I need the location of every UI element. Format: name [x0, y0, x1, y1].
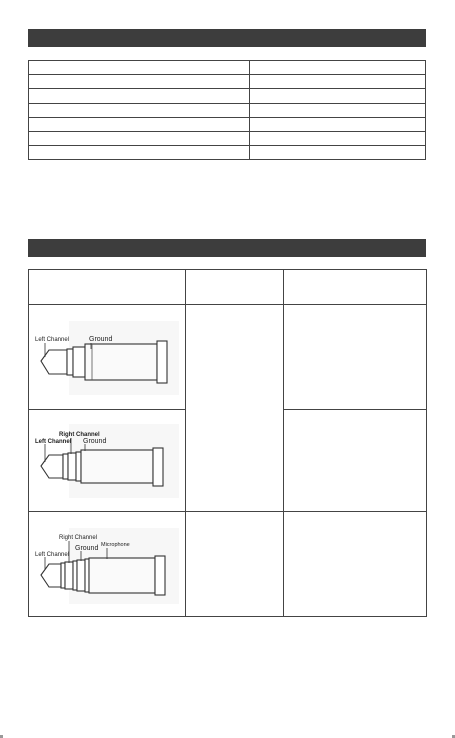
spec-label [29, 146, 250, 160]
spec-value [250, 61, 426, 75]
specifications-table [28, 60, 426, 160]
table-row [29, 89, 426, 103]
section-header-bar-2 [28, 239, 426, 257]
table-row [29, 61, 426, 75]
label-ground: Ground [75, 545, 99, 552]
label-right-channel: Right Channel [59, 432, 100, 438]
plug-note-cell [284, 305, 427, 410]
plug-type-cell [186, 512, 284, 617]
spec-value [250, 75, 426, 89]
plug-tip [41, 455, 63, 478]
spec-value [250, 131, 426, 145]
plug-insulator [61, 563, 65, 588]
plug-body [85, 344, 157, 380]
plug-insulator [67, 349, 73, 375]
plug-body [89, 558, 155, 593]
trrs-plug-diagram-cell [29, 512, 186, 617]
label-microphone: Microphone [101, 542, 130, 548]
plug-collar [157, 341, 167, 383]
trs-plug-diagram-cell [29, 410, 186, 512]
spec-label [29, 117, 250, 131]
plug-type-cell [186, 305, 284, 512]
plug-note-cell [284, 410, 427, 512]
label-right-channel: Right Channel [59, 535, 98, 541]
spec-value [250, 103, 426, 117]
label-ground: Ground [83, 438, 107, 445]
trrs-plug-diagram [29, 512, 185, 616]
table-row [29, 131, 426, 145]
plug-insulator-2 [73, 561, 77, 590]
spec-value [250, 117, 426, 131]
trs-plug-diagram [29, 410, 185, 511]
spec-value [250, 146, 426, 160]
plug-collar [155, 556, 165, 595]
plug-body [81, 450, 153, 483]
table-row [29, 75, 426, 89]
plug-insulator-2 [76, 452, 81, 481]
table-row [29, 512, 427, 617]
ts-plug-diagram [29, 305, 185, 409]
spec-label [29, 103, 250, 117]
plug-ring [68, 453, 76, 480]
label-ground: Ground [89, 336, 113, 343]
spec-label [29, 131, 250, 145]
table-row [29, 146, 426, 160]
plug-tip [41, 564, 61, 587]
table-row [29, 103, 426, 117]
label-left-channel: Left Channel [35, 552, 70, 558]
table-row [29, 305, 427, 410]
label-left-channel: Left Channel [35, 439, 72, 445]
column-header-note [284, 270, 427, 305]
table-header-row [29, 270, 427, 305]
plug-ring-2 [77, 560, 85, 591]
plug-note-cell [284, 512, 427, 617]
plug-insulator-3 [85, 559, 89, 592]
label-left-channel: Left Channel [35, 337, 70, 343]
plug-ring-1 [65, 562, 73, 589]
spec-label [29, 61, 250, 75]
spec-value [250, 89, 426, 103]
spec-label [29, 89, 250, 103]
plug-ground-ring [73, 347, 85, 377]
plug-insulator [63, 454, 68, 479]
spec-label [29, 75, 250, 89]
column-header-plug [29, 270, 186, 305]
trs-plug-diagram-cell [29, 305, 186, 410]
table-row [29, 117, 426, 131]
plug-compatibility-table [28, 269, 427, 617]
section-header-bar-1 [28, 29, 426, 47]
column-header-type [186, 270, 284, 305]
plug-collar [153, 448, 163, 486]
